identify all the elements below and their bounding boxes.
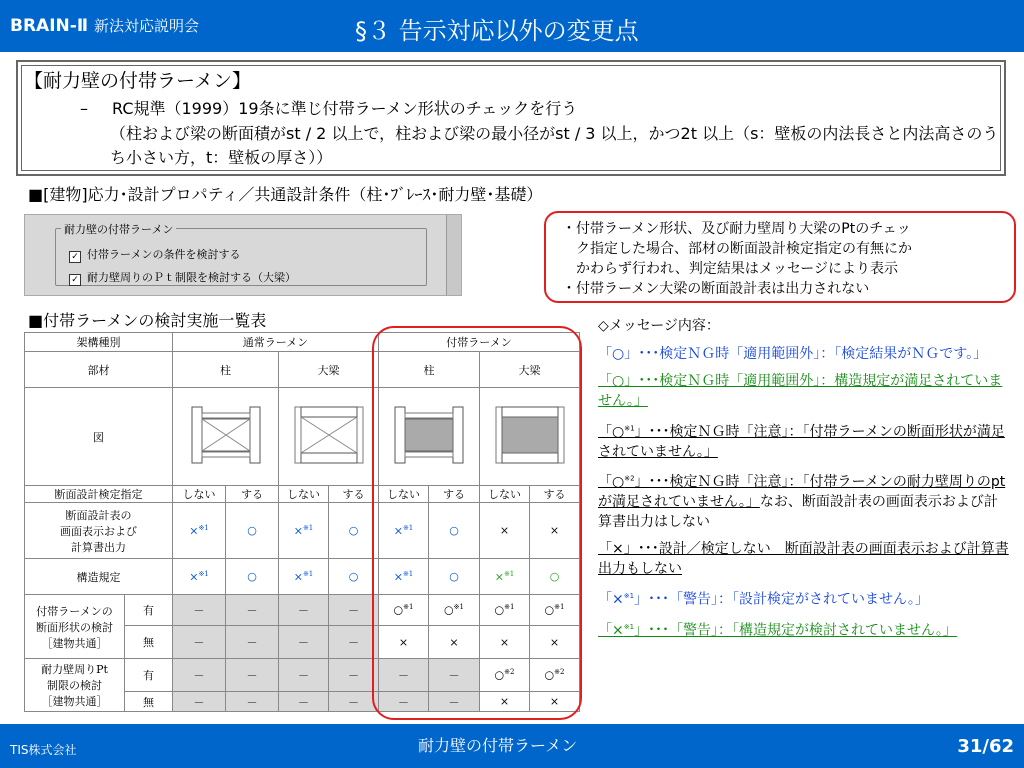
settings-group-label: 耐力壁の付帯ラーメン — [61, 221, 176, 237]
cell: ○ — [226, 503, 279, 559]
figure-column-normal — [173, 388, 279, 486]
row-label-line: ［建物共通］ — [41, 636, 108, 650]
row-sublabel: 無 — [125, 626, 173, 659]
cell-note: ※1 — [302, 569, 314, 578]
cell-note: ※1 — [403, 603, 414, 612]
callout-line: 付帯ラーメン形状、及び耐力壁周り大梁のPtのチェッ — [576, 221, 911, 237]
message-item — [598, 418, 1010, 462]
cell: － — [379, 692, 429, 712]
scrollbar[interactable] — [446, 215, 461, 295]
dash-bullet: – — [80, 99, 88, 118]
message-item — [598, 469, 1010, 533]
cell: しない — [480, 486, 530, 503]
cell: × — [530, 692, 580, 712]
cell: ○ — [329, 503, 379, 559]
header-cell: 大梁 — [480, 352, 580, 388]
checkbox-pt-limit[interactable] — [69, 269, 296, 286]
callout-note — [544, 211, 1016, 303]
highlight-frame — [372, 326, 582, 720]
cell: － — [226, 659, 279, 692]
cell-note: ※1 — [302, 523, 314, 532]
message-part: なお、断面設計表の画面表示および計算書出力はしない — [598, 494, 998, 531]
row-label-line: 計算書出力 — [71, 540, 126, 554]
message-item — [598, 617, 1010, 641]
company-name: TIS株式会社 — [10, 743, 77, 757]
slide-title: §３ 告示対応以外の変更点 — [355, 17, 639, 45]
cell-symbol: ○ — [444, 603, 454, 617]
row-sublabel: 有 — [125, 659, 173, 692]
cell-note: ※2 — [504, 668, 515, 677]
cell: － — [279, 595, 329, 626]
message-part: 」･･･「警告」：「設計検定がされていません。」 — [634, 591, 929, 608]
cell: ○ — [429, 503, 480, 559]
cell: ○ — [530, 559, 580, 595]
cell: － — [329, 659, 379, 692]
figure-beam-normal — [279, 388, 379, 486]
footer-bar — [0, 724, 1024, 768]
header-cell: 架構種別 — [25, 333, 173, 352]
callout-bullet: ・ — [562, 221, 576, 237]
footer-title: 耐力壁の付帯ラーメン — [418, 736, 578, 755]
cell-note: ※1 — [554, 603, 565, 612]
row-label — [25, 659, 125, 712]
definition-title: 【耐力壁の付帯ラーメン】 — [24, 70, 252, 92]
message-part: 」･･･検定ＮＧ時「注意」：「付帯ラーメンの断面形状が満足されていません。」 — [598, 423, 1005, 460]
checkbox-frame-condition[interactable] — [69, 246, 240, 263]
message-list — [598, 316, 1010, 648]
cell: する — [530, 486, 580, 503]
cell-symbol: × — [189, 570, 199, 584]
cell-symbol: × — [393, 524, 403, 538]
cell-symbol: × — [189, 524, 199, 538]
row-label: 断面設計検定指定 — [25, 486, 173, 503]
cell-note: ※1 — [503, 569, 515, 578]
cell: － — [279, 659, 329, 692]
cell: － — [173, 595, 226, 626]
page-number: 31/62 — [957, 736, 1014, 757]
message-part: 」･･･検定ＮＧ時「注意」：「付帯ラーメンの耐力壁周りのptが満足されていません。」 — [598, 474, 1006, 511]
cell: － — [226, 595, 279, 626]
brand-subtitle: 新法対応説明会 — [94, 17, 200, 35]
section-heading-table: ■付帯ラーメンの検討実施一覧表 — [28, 311, 267, 330]
row-sublabel: 有 — [125, 595, 173, 626]
cell: － — [429, 692, 480, 712]
check-icon[interactable]: ✓ — [69, 274, 81, 286]
header-cell: 部材 — [25, 352, 173, 388]
cell: × — [480, 626, 530, 659]
cell-symbol: ○ — [544, 668, 555, 682]
cell: － — [279, 626, 329, 659]
brand-label — [10, 15, 199, 36]
header-cell: 柱 — [173, 352, 279, 388]
row-sublabel: 無 — [125, 692, 173, 712]
cell-note: ※1 — [402, 569, 414, 578]
cell-note: ※1 — [504, 603, 515, 612]
cell-symbol: ○ — [494, 603, 505, 617]
row-label-line: ［建物共通］ — [41, 695, 108, 708]
cell-note: ※1 — [453, 603, 464, 612]
header-cell: 付帯ラーメン — [379, 333, 580, 352]
definition-box — [16, 60, 1006, 176]
definition-note: （柱および梁の断面積がst / 2 以上で，柱および梁の最小径がst / 3 以上，かつ2t 以上（s：壁板の内法長さと内法高さのうち小さい方，t：壁板の厚さ）） — [110, 124, 999, 167]
callout-line: 付帯ラーメン大梁の断面設計表は出力されない — [576, 281, 870, 297]
message-part: 「○ — [598, 423, 625, 440]
cell: × — [379, 626, 429, 659]
row-label: 構造規定 — [25, 559, 173, 595]
cell — [173, 503, 226, 559]
cell: する — [429, 486, 480, 503]
message-note: ※1 — [623, 622, 635, 631]
section-heading-settings: ■[建物]応力･設計プロパティ／共通設計条件（柱･ﾌﾞﾚｰｽ･耐力壁･基礎） — [28, 185, 543, 204]
cell: × — [429, 626, 480, 659]
message-part: 「○ — [598, 474, 625, 491]
brand-name: BRAIN-Ⅱ — [10, 16, 89, 36]
callout-line: かわらず行われ、判定結果はメッセージにより表示 — [576, 261, 898, 277]
header-cell: 大梁 — [279, 352, 379, 388]
row-label — [25, 595, 125, 659]
cell-note: ※2 — [554, 668, 565, 677]
message-note: ※1 — [623, 592, 635, 601]
cell: しない — [173, 486, 226, 503]
cell: － — [429, 659, 480, 692]
cell-symbol: ○ — [544, 603, 555, 617]
message-note: ※2 — [624, 474, 635, 483]
callout-bullet: ・ — [562, 281, 576, 297]
cell-note: ※1 — [402, 523, 414, 532]
cell-symbol: × — [293, 524, 303, 538]
frame-diagram — [281, 399, 377, 471]
frame-diagram — [178, 399, 274, 471]
cell: － — [173, 692, 226, 712]
header-cell: 通常ラーメン — [173, 333, 379, 352]
cell: しない — [379, 486, 429, 503]
definition-item — [80, 96, 577, 119]
cell: しない — [279, 486, 329, 503]
cell: － — [379, 659, 429, 692]
cell: ○ — [226, 559, 279, 595]
row-label-line: 付帯ラーメンの — [36, 604, 113, 618]
cell-symbol: ○ — [393, 603, 404, 617]
cell: ○ — [429, 559, 480, 595]
row-label-line: 制限の検討 — [47, 679, 102, 692]
message-item — [598, 586, 1010, 610]
callout-line: ク指定した場合、部材の断面設計検定指定の有無にか — [576, 241, 912, 257]
checkbox-label: 付帯ラーメンの条件を検討する — [87, 248, 241, 261]
cell: － — [329, 626, 379, 659]
cell-symbol: ○ — [494, 668, 505, 682]
row-label-line: 耐力壁周りPt — [41, 663, 108, 676]
message-item: 「○」･･･検定ＮＧ時「適用範囲外」：構造規定が満足されていません。」 — [598, 373, 1003, 409]
settings-dialog-snippet — [24, 214, 462, 296]
cell — [279, 559, 329, 595]
cell — [279, 503, 329, 559]
header-cell: 図 — [25, 388, 173, 486]
cell: － — [329, 692, 379, 712]
row-label-line: 画面表示および — [60, 524, 137, 538]
cell: － — [279, 692, 329, 712]
cell: する — [226, 486, 279, 503]
header-bar — [0, 0, 1024, 52]
cell-note: ※1 — [198, 569, 209, 578]
cell: × — [530, 503, 580, 559]
cell-note: ※1 — [198, 523, 209, 532]
row-label-line: 断面形状の検討 — [36, 620, 113, 634]
cell-symbol: × — [293, 570, 303, 584]
message-heading: ◇メッセージ内容： — [598, 318, 720, 334]
cell: － — [329, 595, 379, 626]
cell: － — [226, 692, 279, 712]
message-part: 」･･･「警告」：「構造規定が検討されていません。」 — [634, 622, 957, 639]
cell: × — [480, 503, 530, 559]
check-icon[interactable]: ✓ — [69, 251, 81, 263]
cell-symbol: × — [494, 570, 504, 584]
header-cell: 柱 — [379, 352, 480, 388]
cell-symbol: × — [393, 570, 403, 584]
callout-text — [562, 219, 912, 299]
cell: － — [173, 659, 226, 692]
cell: － — [173, 626, 226, 659]
cell: ○ — [329, 559, 379, 595]
cell — [173, 559, 226, 595]
cell: × — [530, 626, 580, 659]
row-label-line: 断面設計表の — [65, 508, 132, 522]
message-item: 「○」･･･検定ＮＧ時「適用範囲外」：「検定結果がＮＧです。」 — [598, 346, 988, 362]
message-item: 「×」･･･設計／検定しない 断面設計表の画面表示および計算書出力もしない — [598, 541, 1009, 578]
message-part: 「× — [598, 622, 624, 639]
definition-item-text: RC規準（1999）19条に準じ付帯ラーメン形状のチェックを行う — [112, 99, 578, 118]
cell: － — [226, 626, 279, 659]
cell: × — [480, 692, 530, 712]
message-note: ※1 — [624, 424, 635, 432]
row-label — [25, 503, 173, 559]
checkbox-label: 耐力壁周りのＰｔ制限を検討する（大梁） — [87, 271, 296, 284]
cell: する — [329, 486, 379, 503]
message-part: 「× — [598, 591, 624, 608]
